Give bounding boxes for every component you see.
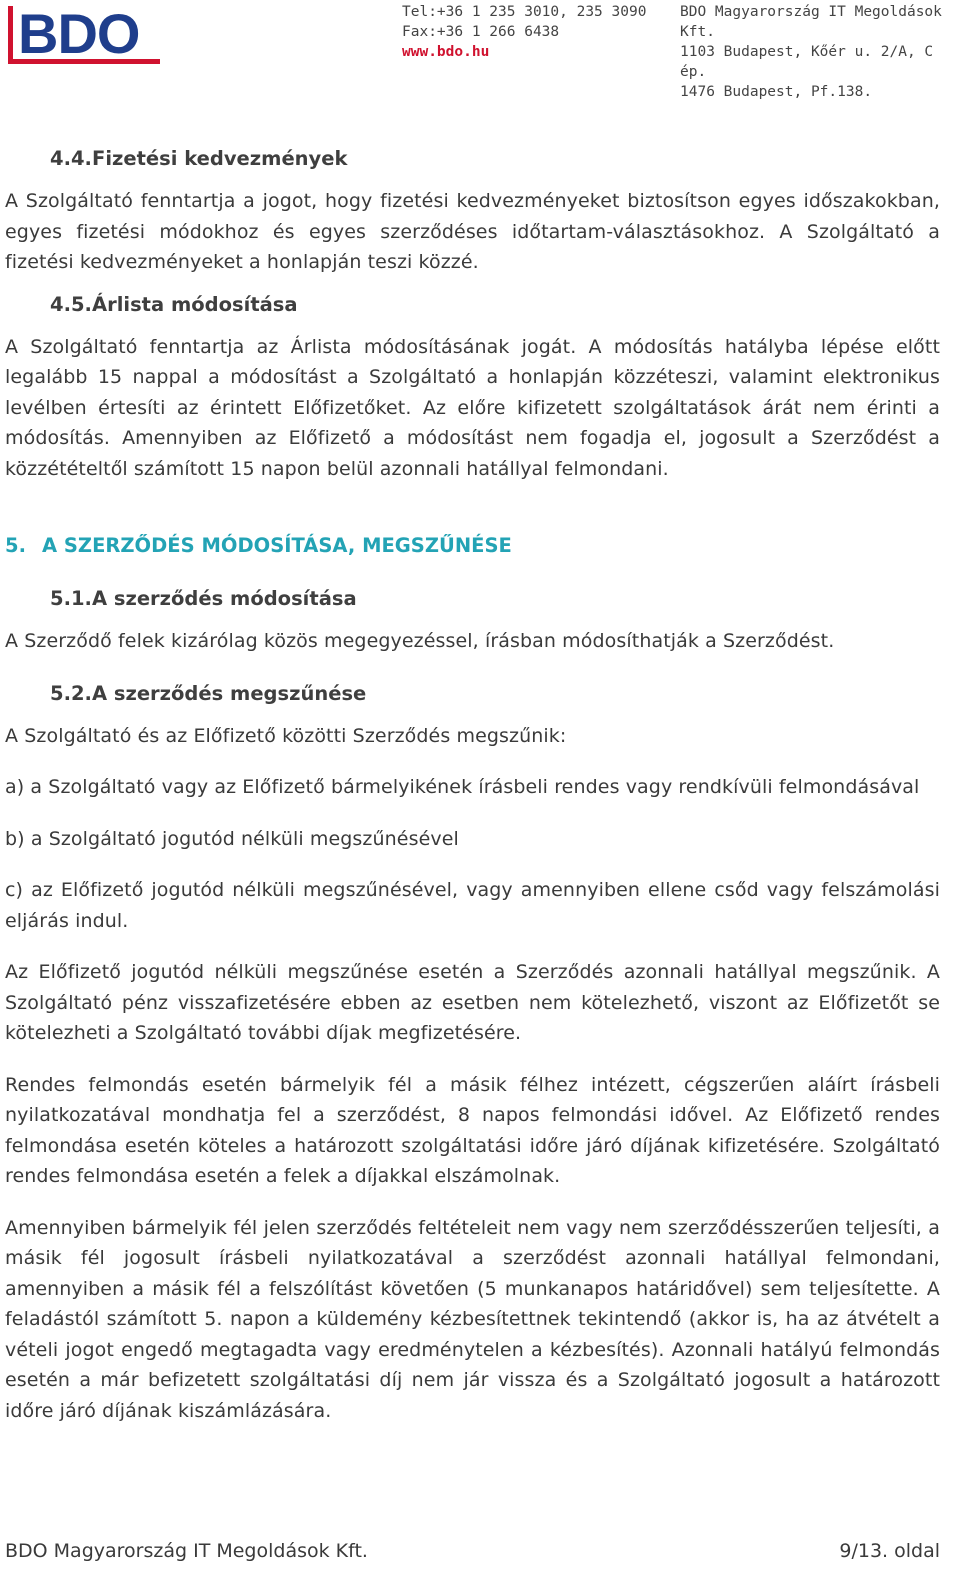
- svg-text:BDO: BDO: [18, 6, 140, 64]
- heading-5-1: 5.1.A szerződés módosítása: [50, 587, 357, 610]
- website-link[interactable]: www.bdo.hu: [402, 44, 490, 60]
- paragraph-5-1: A Szerződő felek kizárólag közös megegyezéssel, írásban módosíthatják a Szerződést.: [5, 630, 835, 652]
- paragraph-5-2-3: Amennyiben bármelyik fél jelen szerződés feltételeit nem vagy nem szerződésszerűen teljesíti, a másik fél jogosult írásbeli nyilatkozatával a szerződést azonnali hatállyal felmondani, amennyiben a másik fél a felszólítást követően (5 munkanapos határidővel) sem teljesítette. A feladástól számított 5. napon a küldemény kézbesítettnek tekintendő (akkor is, ha az átvételt a vételi jogot engedő megtagadta vagy eredménytelen a kézbesítés). Azonnali hatályú felmondás esetén a már befizetett szolgáltatási díj nem jár vissza és a Szolgáltató jogosult a határozott időre járó díjának kiszámlázására.: [5, 1216, 940, 1422]
- contact-block: [402, 2, 646, 62]
- document-body: [5, 143, 940, 1426]
- contact-tel: Tel:+36 1 235 3010, 235 3090: [402, 4, 647, 20]
- heading-4-5: 4.5.Árlista módosítása: [50, 292, 298, 316]
- contact-fax: Fax:+36 1 266 6438: [402, 24, 560, 40]
- footer-company: BDO Magyarország IT Megoldások Kft.: [5, 1540, 368, 1562]
- paragraph-5-2-intro: A Szolgáltató és az Előfizető közötti Szerződés megszűnik:: [5, 724, 567, 747]
- page-number: 9/13. oldal: [839, 1540, 940, 1562]
- paragraph-4-5: A Szolgáltató fenntartja az Árlista módosításának jogát. A módosítás hatályba lépése előtt legalább 15 nappal a módosítást a Szolgáltató a honlapján közzéteszi, valamint elektronikus levélben értesíti az érintett Előfizetőket. Az előre kifizetett szolgáltatások árát nem érinti a módosítás. Amennyiben az Előfizető a módosítást nem fogadja el, jogosult a Szerződést a közzétételtől számított 15 napon belül azonnali hatállyal felmondani.: [5, 335, 940, 480]
- list-item-b: b) a Szolgáltató jogutód nélküli megszűnésével: [5, 827, 459, 850]
- bdo-logo: [8, 6, 160, 64]
- paragraph-4-4: A Szolgáltató fenntartja a jogot, hogy fizetési kedvezményeket biztosítson egyes időszakokban, egyes fizetési módokhoz és egyes szerződéses időtartam-választásokhoz. A Szolgáltató a fizetési kedvezményeket a honlapján teszi közzé.: [5, 190, 940, 273]
- heading-4-4: 4.4.Fizetési kedvezmények: [50, 147, 348, 170]
- heading-5-2: 5.2.A szerződés megszűnése: [50, 681, 367, 705]
- address-company: BDO Magyarország IT Megoldások Kft.: [680, 4, 942, 40]
- list-item-c: c) az Előfizető jogutód nélküli megszűnésével, vagy amennyiben ellene csőd vagy felszámolási eljárás indul.: [5, 879, 940, 932]
- page-header: [0, 0, 960, 100]
- address-block: [680, 2, 960, 102]
- list-item-a: a) a Szolgáltató vagy az Előfizető bármelyikének írásbeli rendes vagy rendkívüli felmondásával: [5, 776, 920, 798]
- paragraph-5-2-1: Az Előfizető jogutód nélküli megszűnése esetén a Szerződés azonnali hatállyal megszűnik. A Szolgáltató pénz visszafizetésére ebben az esetben nem kötelezhető, viszont az Előfizetőt se kötelezheti a Szolgáltató további díjak megfizetésére.: [5, 961, 940, 1044]
- page-footer: [5, 1540, 940, 1568]
- paragraph-5-2-2: Rendes felmondás esetén bármelyik fél a másik félhez intézett, cégszerűen aláírt írásbeli nyilatkozatával mondhatja fel a szerződést, 8 napos felmondási idővel. Az Előfizető rendes felmondása esetén köteles a határozott szolgáltatási időre járó díjának kifizetésére. Szolgáltató rendes felmondása esetén a felek a díjakkal elszámolnak.: [5, 1073, 940, 1187]
- address-street: 1103 Budapest, Kőér u. 2/A, C ép.: [680, 44, 934, 80]
- address-postbox: 1476 Budapest, Pf.138.: [680, 84, 873, 100]
- heading-5: 5. A SZERZŐDÉS MÓDOSÍTÁSA, MEGSZŰNÉSE: [5, 534, 512, 557]
